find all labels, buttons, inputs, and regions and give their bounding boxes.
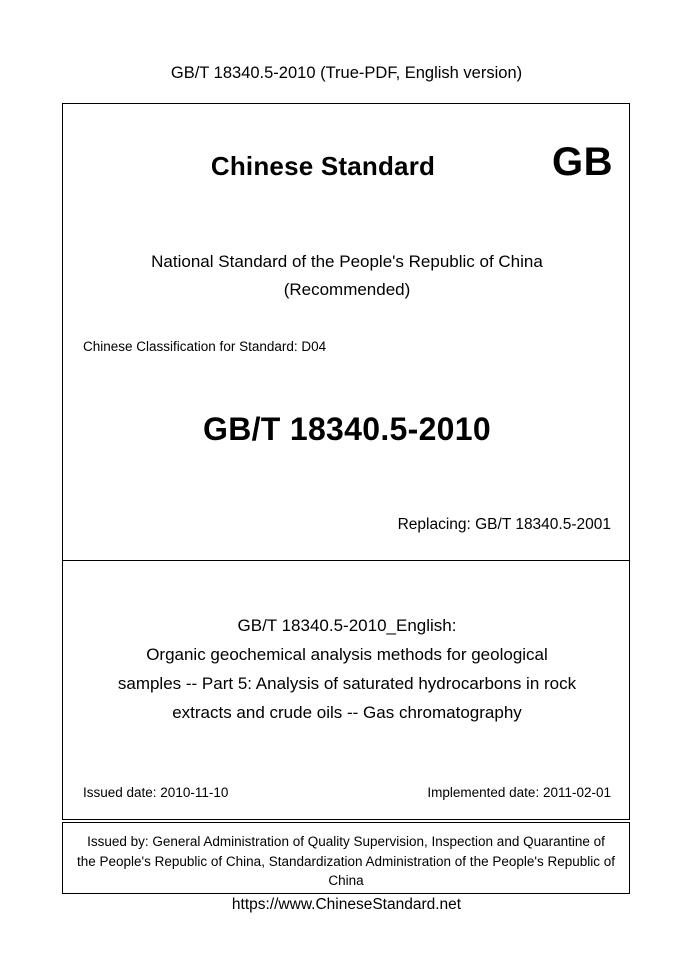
standard-number: GB/T 18340.5-2010 xyxy=(203,411,491,447)
cover-lower-frame xyxy=(62,561,630,820)
issued-by-line-3: China xyxy=(328,873,364,888)
classification-code: Chinese Classification for Standard: D04 xyxy=(83,339,327,354)
national-standard-line-2: (Recommended) xyxy=(283,280,411,299)
implemented-date: Implemented date: 2011-02-01 xyxy=(427,785,611,800)
gb-logo: GB xyxy=(552,140,613,184)
dates-row xyxy=(63,785,631,805)
standard-title-line-1: GB/T 18340.5-2010_English: xyxy=(237,616,457,635)
cover-upper-frame xyxy=(62,103,630,561)
issued-date: Issued date: 2010-11-10 xyxy=(83,785,229,800)
issued-by-block xyxy=(73,832,619,891)
replacing-standard: Replacing: GB/T 18340.5-2001 xyxy=(397,516,611,533)
source-website-link[interactable]: https://www.ChineseStandard.net xyxy=(231,896,462,913)
issued-by-line-1: Issued by: General Administration of Quality Supervision, Inspection and Quarantine of xyxy=(87,834,605,849)
standard-title-block xyxy=(75,611,619,727)
standard-title-line-4: extracts and crude oils -- Gas chromatography xyxy=(172,703,522,722)
page-top-caption: GB/T 18340.5-2010 (True-PDF, English version) xyxy=(170,64,523,82)
issued-by-frame xyxy=(62,822,630,894)
national-standard-line-1: National Standard of the People's Republic of China xyxy=(151,252,543,271)
standard-title-line-2: Organic geochemical analysis methods for geological xyxy=(146,645,548,664)
cover-heading: Chinese Standard xyxy=(210,151,436,181)
issued-by-line-2: the People's Republic of China, Standardization Administration of the People's Republic of xyxy=(77,853,615,869)
standard-title-line-3: samples -- Part 5: Analysis of saturated hydrocarbons in rock xyxy=(117,674,577,693)
